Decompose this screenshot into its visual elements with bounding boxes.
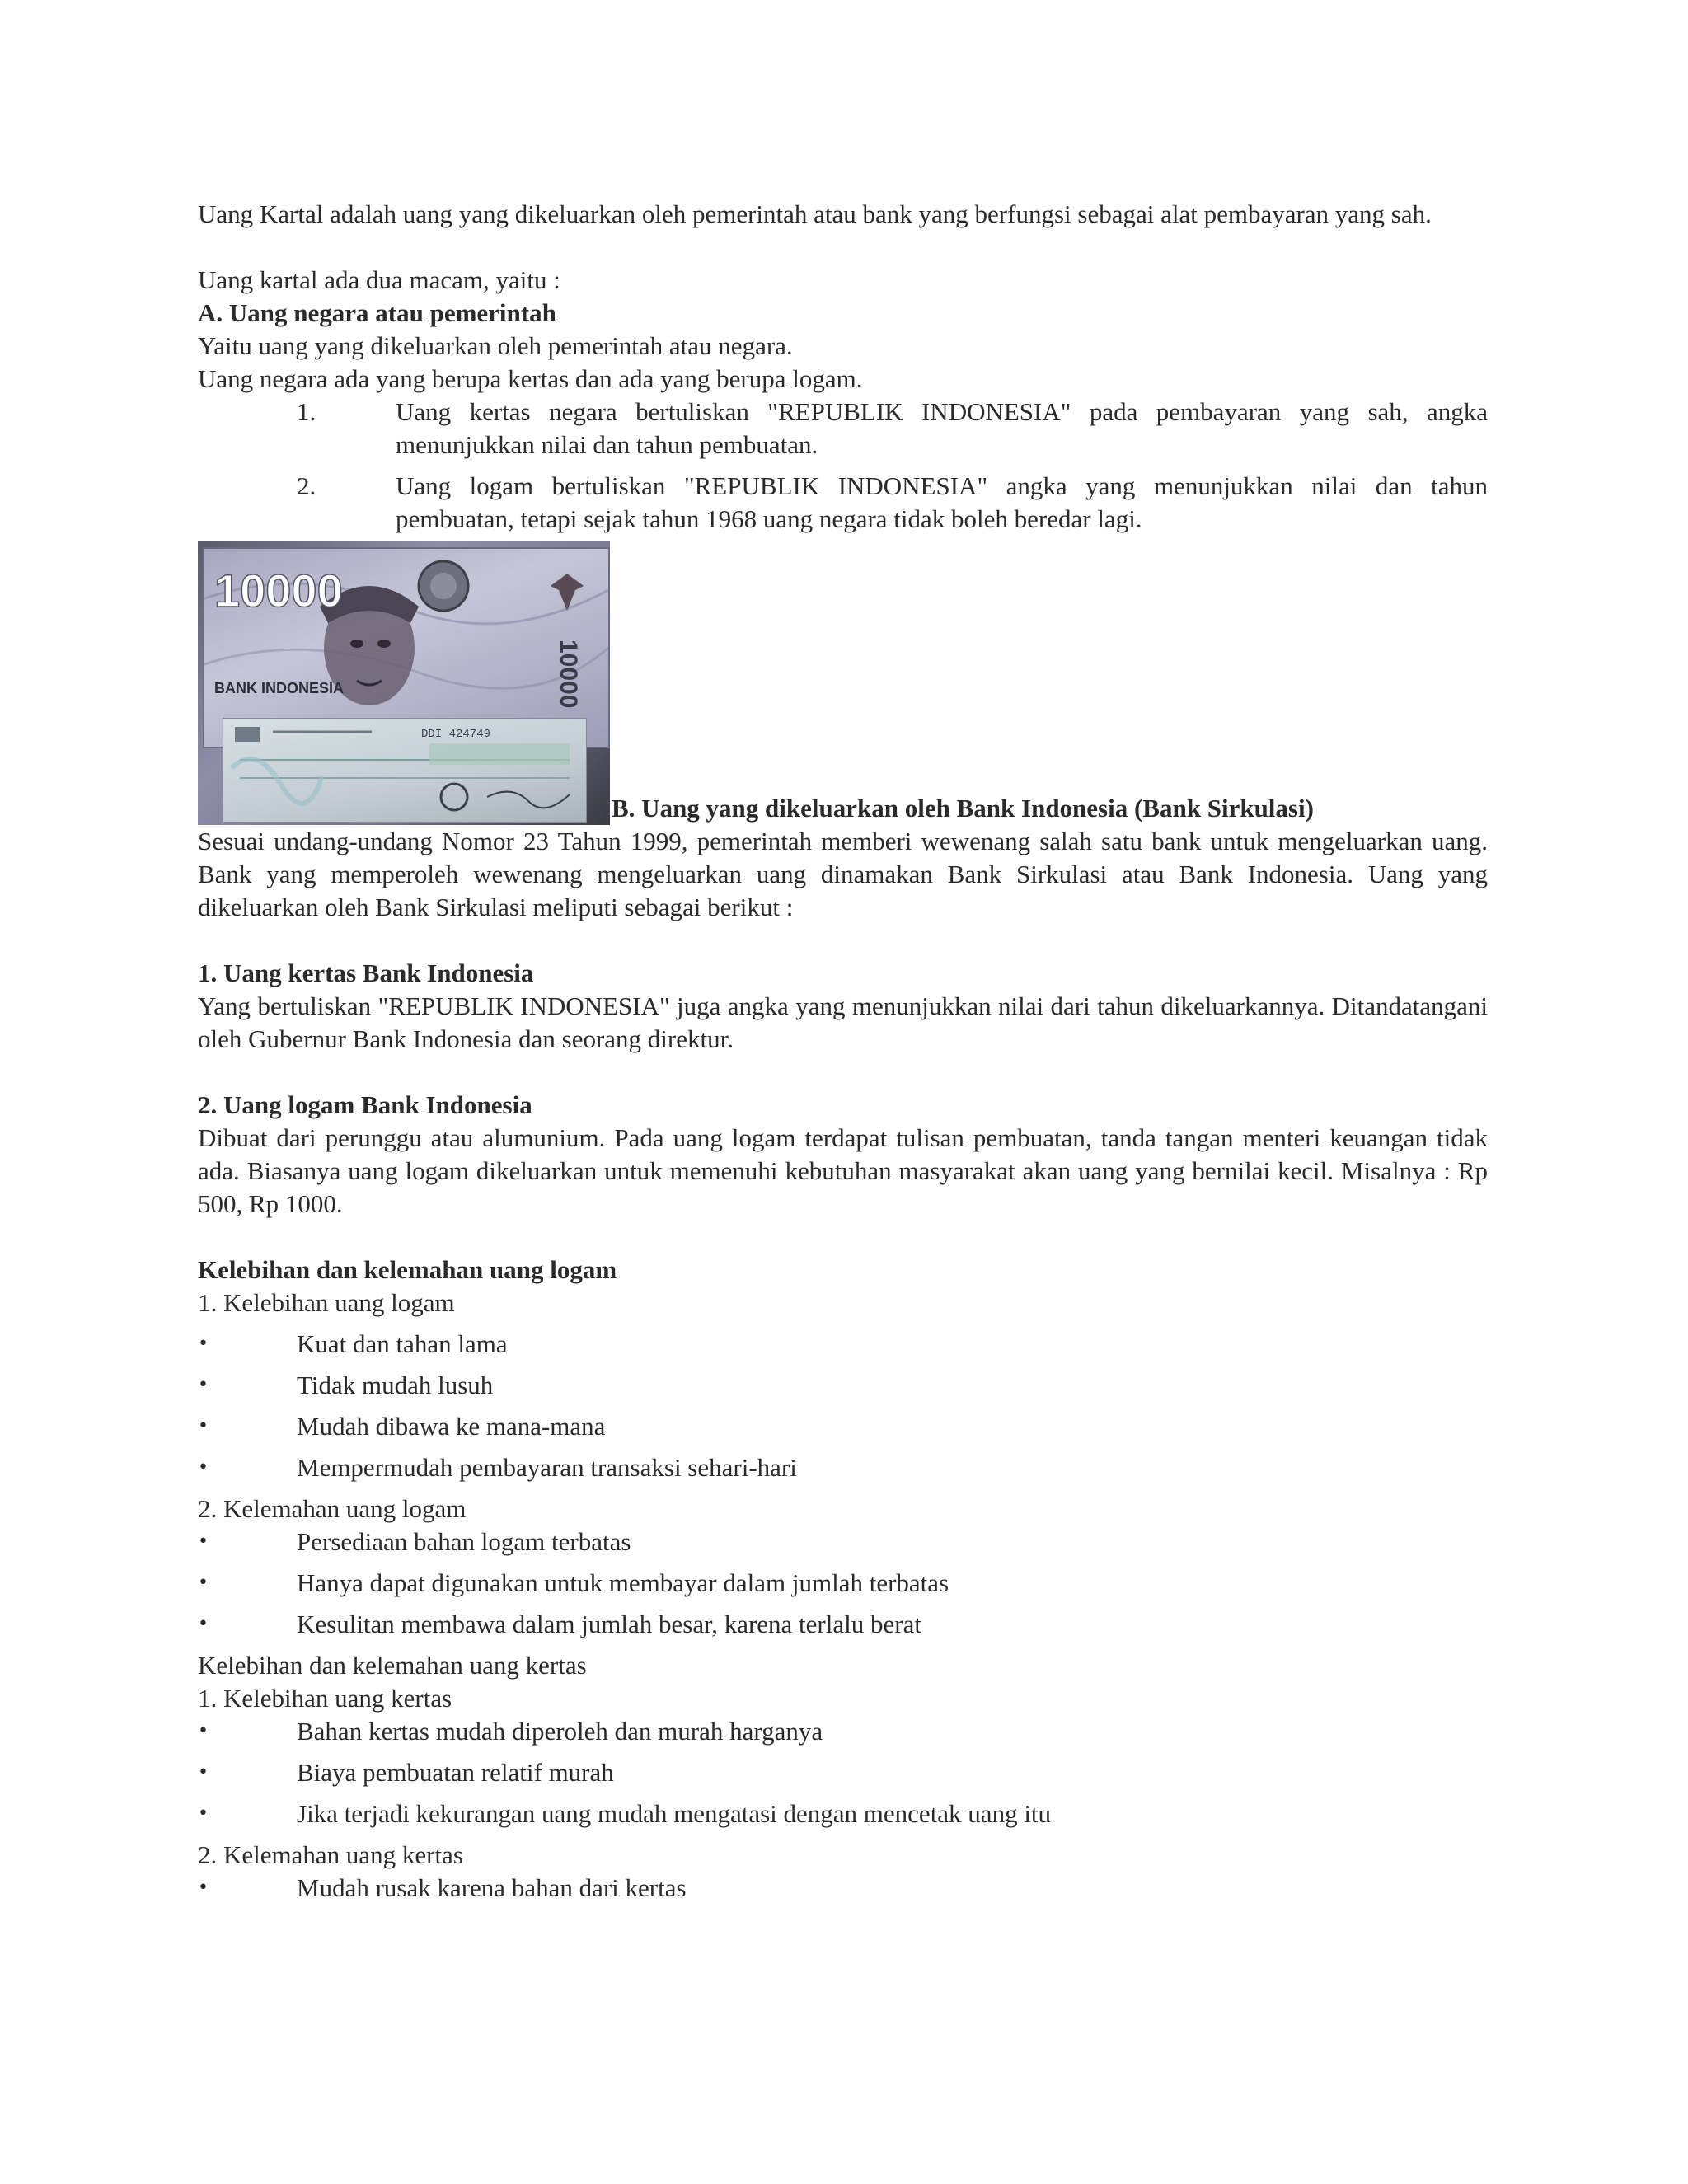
sub1-heading: 1. Uang kertas Bank Indonesia bbox=[198, 958, 534, 987]
bullet-icon: • bbox=[198, 1803, 209, 1824]
bullet-icon: • bbox=[198, 1614, 209, 1634]
list-item-text: Mempermudah pembayaran transaksi sehari-hari bbox=[297, 1453, 797, 1482]
bullet-icon: • bbox=[198, 1531, 209, 1552]
bullet-icon: • bbox=[198, 1333, 209, 1354]
section-a-heading: A. Uang negara atau pemerintah bbox=[198, 298, 556, 327]
list-item bbox=[198, 1369, 1488, 1402]
bullet-icon: • bbox=[198, 1457, 209, 1478]
banknote-illustration bbox=[204, 549, 608, 747]
banknote-side-number: 10000 bbox=[555, 640, 582, 709]
banknote-denomination: 10000 bbox=[214, 565, 343, 616]
list-item bbox=[198, 1872, 1488, 1905]
kertas-kelemahan-label: 2. Kelemahan uang kertas bbox=[198, 1840, 463, 1869]
section-b-paragraph: Sesuai undang-undang Nomor 23 Tahun 1999, pemerintah memberi wewenang salah satu bank untuk mengeluarkan uang. Bank yang memperoleh wewenang mengeluarkan uang dinamakan Bank Sirkulasi atau Bank Indonesia. Uang yang dikeluarkan oleh Bank Sirkulasi meliputi sebagai berikut : bbox=[198, 827, 1488, 921]
list-item-text: Hanya dapat digunakan untuk membayar dalam jumlah terbatas bbox=[297, 1568, 950, 1597]
numbered-item bbox=[297, 470, 1488, 536]
bullet-icon: • bbox=[198, 1572, 209, 1593]
list-item-text: Bahan kertas mudah diperoleh dan murah harganya bbox=[297, 1717, 823, 1746]
list-item bbox=[198, 1451, 1488, 1484]
section-a-line-1: Yaitu uang yang dikeluarkan oleh pemerintah atau negara. bbox=[198, 331, 793, 360]
bullet-icon: • bbox=[198, 1762, 209, 1783]
item-text: Uang logam bertuliskan "REPUBLIK INDONESIA" angka yang menunjukkan nilai dan tahun pembuatan, tetapi sejak tahun 1968 uang negara tidak boleh beredar lagi. bbox=[396, 471, 1488, 533]
logam-heading: Kelebihan dan kelemahan uang logam bbox=[198, 1255, 617, 1284]
cheque-serial: DDI 424749 bbox=[421, 728, 491, 741]
list-item bbox=[198, 1715, 1488, 1748]
banknote-photo bbox=[198, 541, 610, 825]
list-item bbox=[198, 1756, 1488, 1789]
kertas-kelebihan-label: 1. Kelebihan uang kertas bbox=[198, 1684, 452, 1713]
list-item-text: Kuat dan tahan lama bbox=[297, 1329, 508, 1358]
types-intro: Uang kartal ada dua macam, yaitu : bbox=[198, 265, 560, 294]
item-number: 1. bbox=[297, 397, 316, 426]
banknote-bank-label: BANK INDONESIA bbox=[214, 680, 345, 696]
item-text: Uang kertas negara bertuliskan "REPUBLIK INDONESIA" pada pembayaran yang sah, angka menunjukkan nilai dan tahun pembuatan. bbox=[396, 397, 1488, 459]
bullet-icon: • bbox=[198, 1416, 209, 1436]
list-item-text: Biaya pembuatan relatif murah bbox=[297, 1758, 614, 1787]
list-item-text: Mudah dibawa ke mana-mana bbox=[297, 1412, 606, 1441]
sub2-heading: 2. Uang logam Bank Indonesia bbox=[198, 1090, 532, 1119]
section-b-heading: B. Uang yang dikeluarkan oleh Bank Indonesia (Bank Sirkulasi) bbox=[612, 794, 1314, 823]
document-page bbox=[198, 198, 1488, 1905]
list-item bbox=[198, 1567, 1488, 1600]
bullet-icon: • bbox=[198, 1375, 209, 1395]
list-item-text: Tidak mudah lusuh bbox=[297, 1371, 494, 1399]
cheque-illustration bbox=[223, 719, 586, 822]
list-item bbox=[198, 1410, 1488, 1443]
numbered-item bbox=[297, 396, 1488, 462]
kertas-heading: Kelebihan dan kelemahan uang kertas bbox=[198, 1651, 587, 1680]
sub1-text: Yang bertuliskan "REPUBLIK INDONESIA" juga angka yang menunjukkan nilai dari tahun dikeluarkannya. Ditandatangani oleh Gubernur Bank Indonesia dan seorang direktur. bbox=[198, 991, 1488, 1053]
intro-paragraph: Uang Kartal adalah uang yang dikeluarkan oleh pemerintah atau bank yang berfungsi sebagai alat pembayaran yang sah. bbox=[198, 199, 1432, 228]
cheque-slip bbox=[223, 718, 587, 823]
list-item bbox=[198, 1797, 1488, 1830]
section-a-line-2: Uang negara ada yang berupa kertas dan ada yang berupa logam. bbox=[198, 364, 863, 393]
list-item bbox=[198, 1608, 1488, 1641]
list-item-text: Mudah rusak karena bahan dari kertas bbox=[297, 1873, 687, 1902]
item-number: 2. bbox=[297, 471, 316, 500]
bullet-icon: • bbox=[198, 1877, 209, 1898]
logam-kelebihan-label: 1. Kelebihan uang logam bbox=[198, 1288, 455, 1317]
logam-kelemahan-label: 2. Kelemahan uang logam bbox=[198, 1494, 467, 1523]
banknote-figure-line bbox=[198, 541, 1488, 825]
sub2-text: Dibuat dari perunggu atau alumunium. Pada uang logam terdapat tulisan pembuatan, tanda tangan menteri keuangan tidak ada. Biasanya uang logam dikeluarkan untuk memenuhi kebutuhan masyarakat akan uang yang bernilai kecil. Misalnya : Rp 500, Rp 1000. bbox=[198, 1123, 1488, 1218]
list-item-text: Persediaan bahan logam terbatas bbox=[297, 1527, 631, 1556]
list-item-text: Kesulitan membawa dalam jumlah besar, karena terlalu berat bbox=[297, 1610, 921, 1638]
list-item bbox=[198, 1328, 1488, 1361]
list-item-text: Jika terjadi kekurangan uang mudah mengatasi dengan mencetak uang itu bbox=[297, 1799, 1052, 1828]
list-item bbox=[198, 1526, 1488, 1558]
bullet-icon: • bbox=[198, 1721, 209, 1741]
